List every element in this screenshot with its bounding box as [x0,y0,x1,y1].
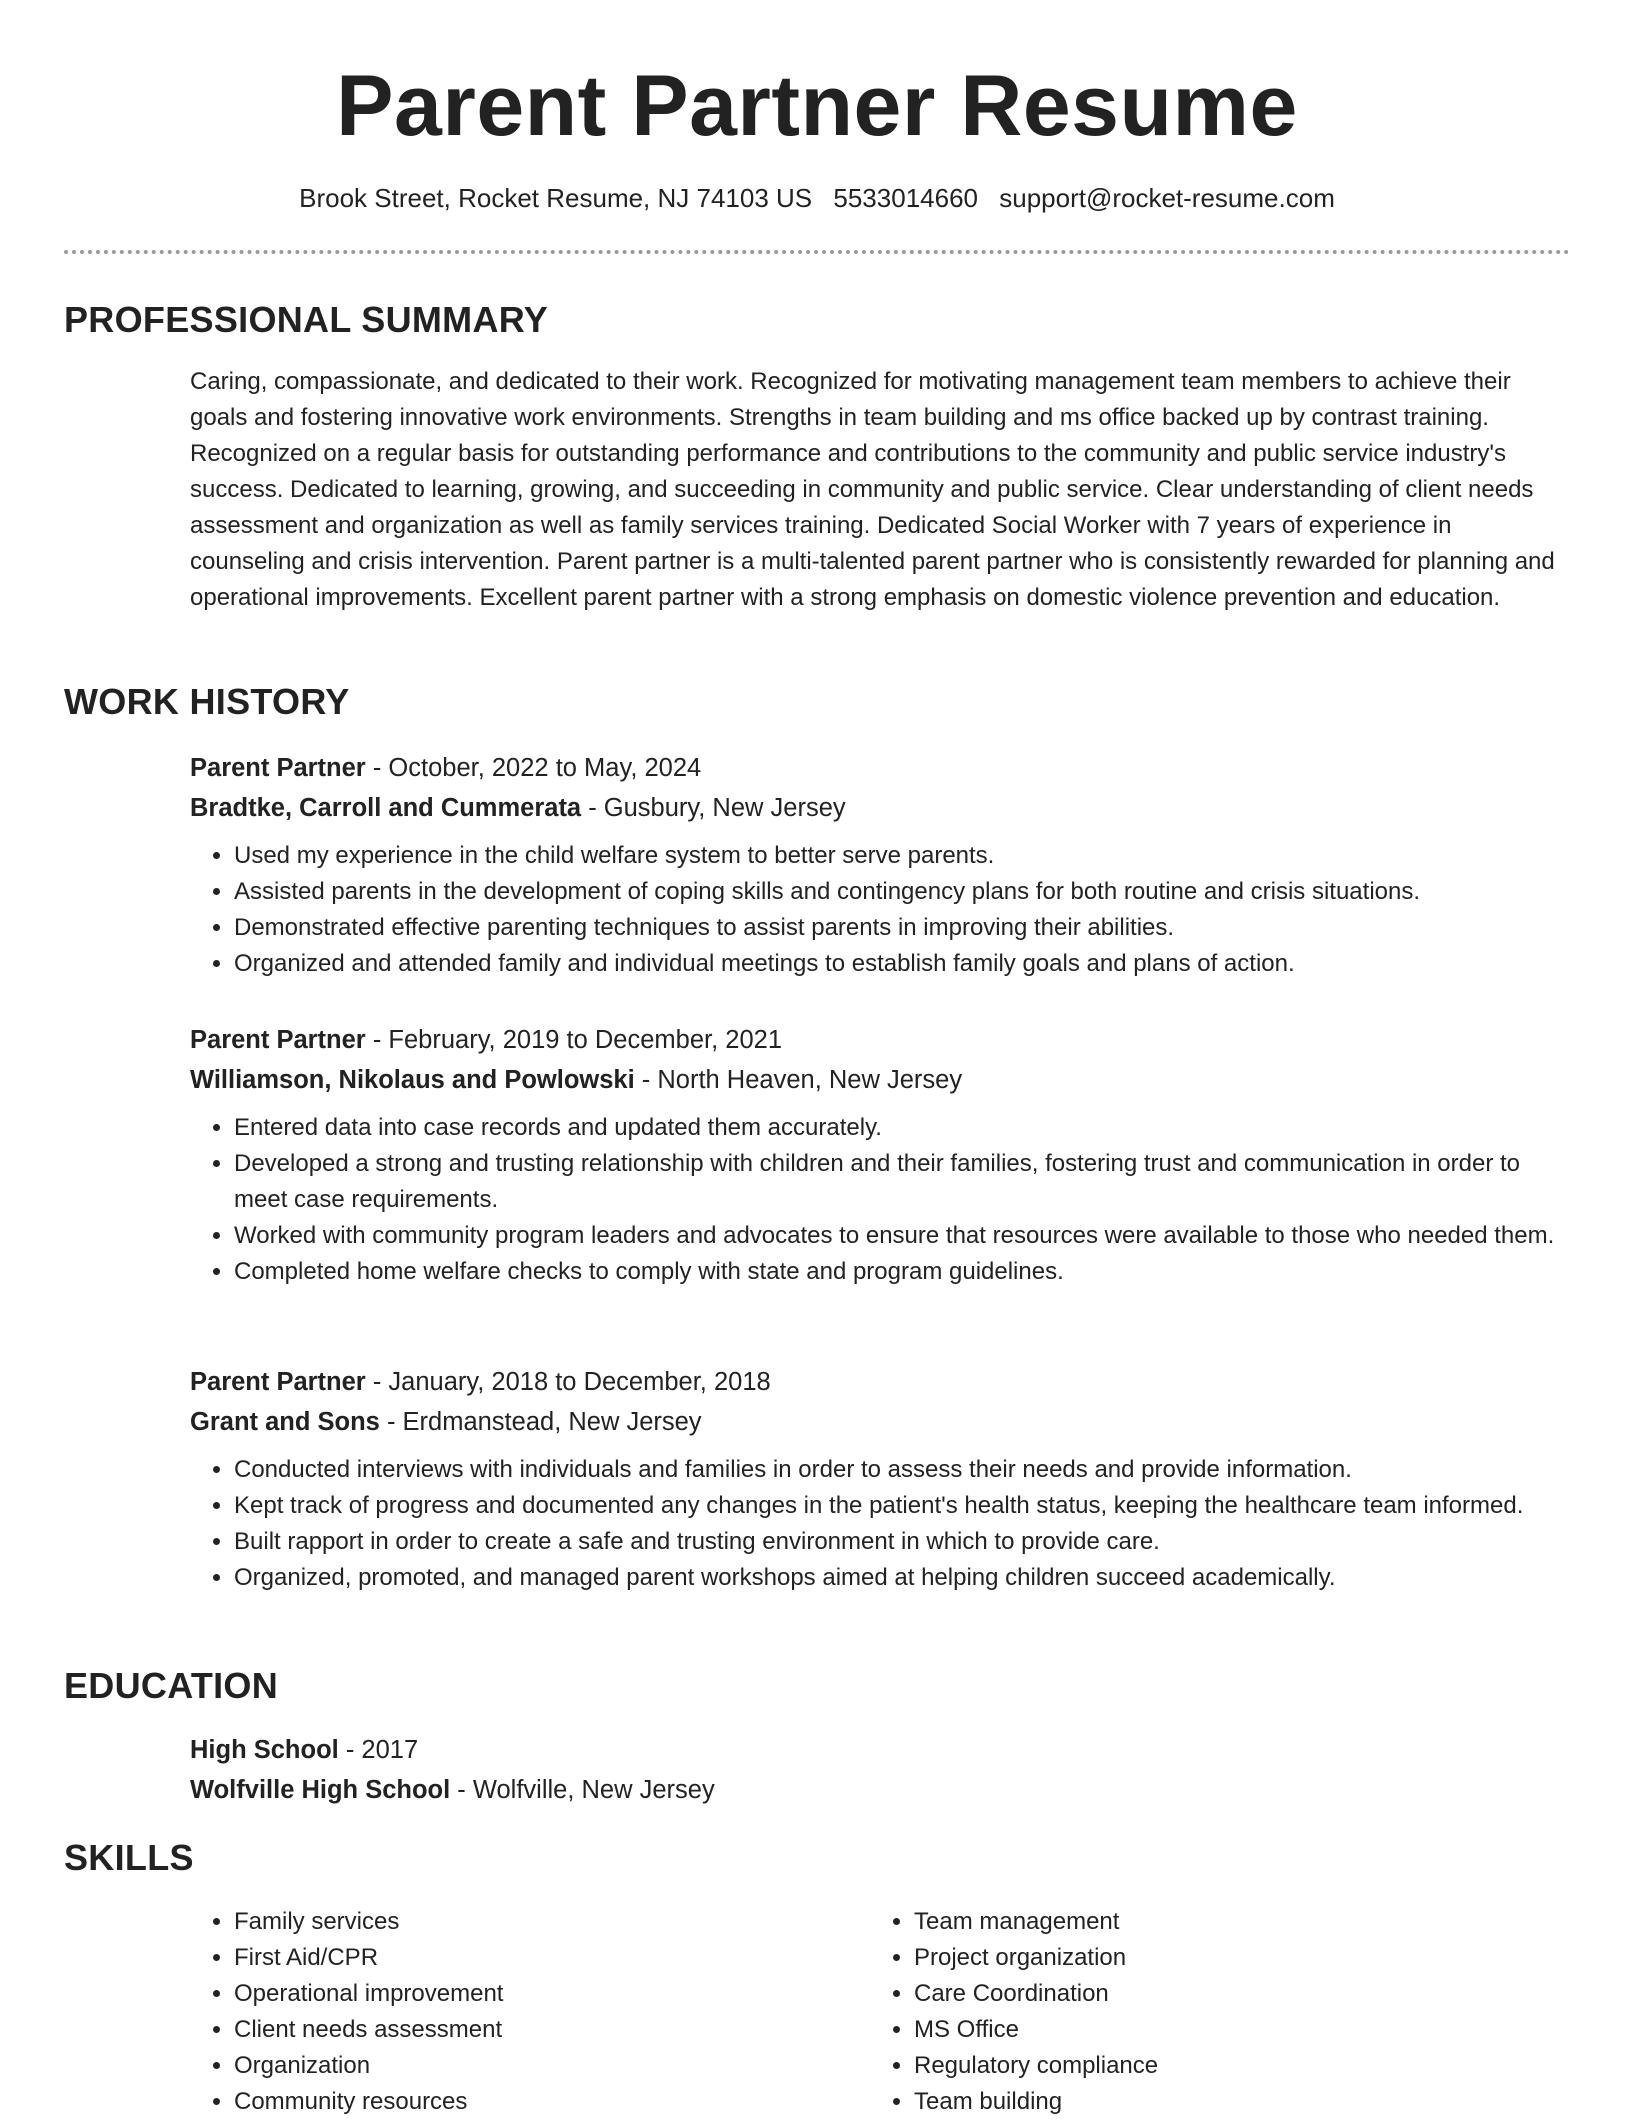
skill-item: • Team building [914,2084,1550,2120]
job-company-line [190,1402,1570,1442]
job-location: - Erdmanstead, New Jersey [379,1408,702,1436]
job-dates: - October, 2022 to May, 2024 [365,754,702,782]
job-company: Williamson, Nikolaus and Powlowski [190,1066,635,1094]
skills-list-right [870,1904,1550,2120]
job-title: Parent Partner [190,1026,366,1054]
education-degree-line [190,1730,1570,1770]
skills-grid [190,1904,1570,2120]
job-bullet: • Developed a strong and trusting relationship with children and their families, fostering trust and communication in order to meet case requirements. [234,1146,1570,1218]
skill-item: • Team management [914,1904,1550,1940]
job-bullet: • Demonstrated effective parenting techniques to assist parents in improving their abilities. [234,910,1570,946]
summary-text: Caring, compassionate, and dedicated to their work. Recognized for motivating management team members to achieve their goals and fostering innovative work environments. Strengths in team building and ms office backed up by contrast training. Recognized on a regular basis for outstanding performance and contributions to the community and public service industry's success. Dedicated to learning, growing, and succeeding in community and public service. Clear understanding of client needs assessment and organization as well as family services training. Dedicated Social Worker with 7 years of experience in counseling and crisis intervention. Parent partner is a multi-talented parent partner who is consistently rewarded for planning and operational improvements. Excellent parent partner with a strong emphasis on domestic violence prevention and education. [190,368,1555,611]
summary-block [190,364,1570,616]
resume-title: Parent Partner Resume [336,58,1298,154]
job-title-line [190,748,1570,788]
skill-item: • Community resources [234,2084,870,2120]
skill-item: • MS Office [914,2012,1550,2048]
job-bullet: • Entered data into case records and updated them accurately. [234,1110,1570,1146]
job-bullet: • Used my experience in the child welfare system to better serve parents. [234,838,1570,874]
header-divider [64,250,1570,254]
job-location: - North Heaven, New Jersey [634,1066,963,1094]
contact-phone: 5533014660 [833,183,978,213]
job-title: Parent Partner [190,754,366,782]
job-title-line [190,1020,1570,1060]
skills-block [190,1904,1570,2120]
summary-heading: PROFESSIONAL SUMMARY [64,299,549,340]
education-school-line [190,1770,1570,1810]
job-bullet: • Worked with community program leaders and advocates to ensure that resources were available to those who needed them. [234,1218,1570,1254]
job-bullet: • Assisted parents in the development of coping skills and contingency plans for both routine and crisis situations. [234,874,1570,910]
contact-line [64,180,1570,216]
skills-column-left [190,1904,870,2120]
skill-item: • Client needs assessment [234,2012,870,2048]
contact-address: Brook Street, Rocket Resume, NJ 74103 US [299,183,813,213]
job-bullet: • Conducted interviews with individuals and families in order to assess their needs and provide information. [234,1452,1570,1488]
skills-heading: SKILLS [64,1837,194,1878]
job-dates: - February, 2019 to December, 2021 [365,1026,783,1054]
skill-item: • Operational improvement [234,1976,870,2012]
education-entry [190,1730,1570,1810]
skill-item: • Family services [234,1904,870,1940]
job-bullet: • Built rapport in order to create a safe and trusting environment in which to provide care. [234,1524,1570,1560]
skills-column-right [870,1904,1550,2120]
job-location: - Gusbury, New Jersey [581,794,846,822]
job-bullet: • Organized and attended family and individual meetings to establish family goals and plans of action. [234,946,1570,982]
job-entry [190,748,1570,982]
job-company: Bradtke, Carroll and Cummerata [190,794,582,822]
job-bullets [190,838,1570,982]
education-school: Wolfville High School [190,1776,451,1804]
job-bullet: • Completed home welfare checks to comply with state and program guidelines. [234,1254,1570,1290]
skill-item: • Regulatory compliance [914,2048,1550,2084]
education-degree: High School [190,1736,339,1764]
work-history-heading: WORK HISTORY [64,681,350,722]
education-location: - Wolfville, New Jersey [450,1776,715,1804]
education-year: - 2017 [338,1736,419,1764]
job-entry [190,1020,1570,1290]
job-title: Parent Partner [190,1368,366,1396]
skill-item: • Organization [234,2048,870,2084]
skill-item: • First Aid/CPR [234,1940,870,1976]
skill-item: • Project organization [914,1940,1550,1976]
job-company-line [190,788,1570,828]
education-heading: EDUCATION [64,1665,279,1706]
job-company: Grant and Sons [190,1408,380,1436]
job-company-line [190,1060,1570,1100]
job-dates: - January, 2018 to December, 2018 [365,1368,771,1396]
job-entry [190,1362,1570,1596]
skill-item: • Care Coordination [914,1976,1550,2012]
job-bullets [190,1110,1570,1290]
job-bullets [190,1452,1570,1596]
skills-list-left [190,1904,870,2120]
contact-email: support@rocket-resume.com [999,183,1335,213]
job-bullet: • Kept track of progress and documented any changes in the patient's health status, keeping the healthcare team informed. [234,1488,1570,1524]
job-title-line [190,1362,1570,1402]
job-bullet: • Organized, promoted, and managed parent workshops aimed at helping children succeed academically. [234,1560,1570,1596]
